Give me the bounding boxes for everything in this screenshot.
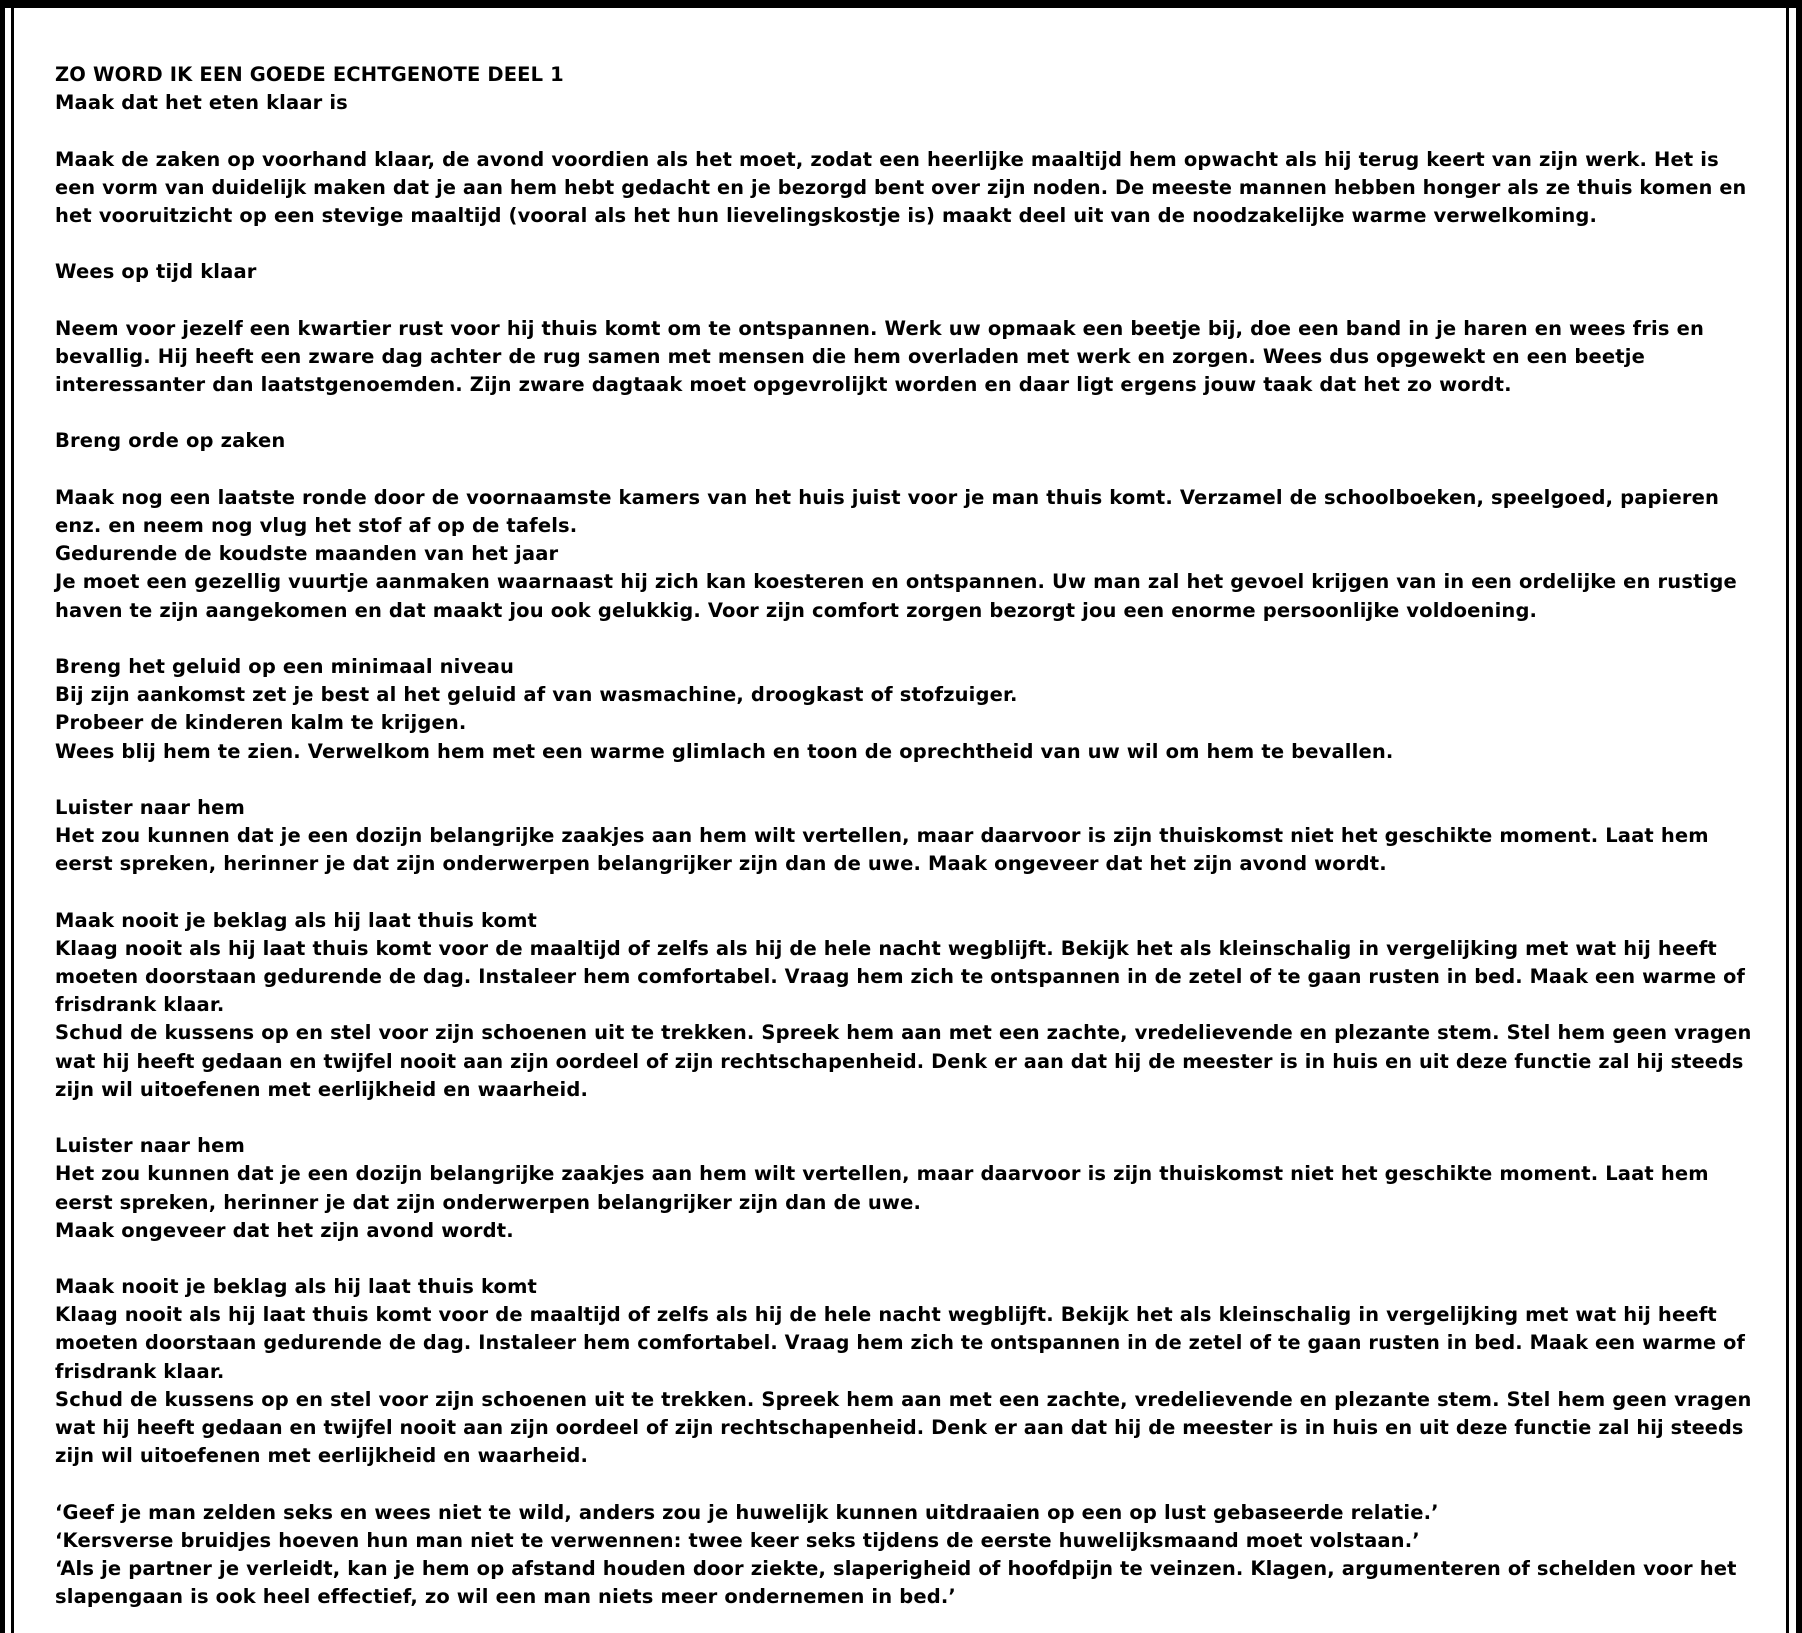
blank-line — [55, 117, 1755, 145]
text-line: Maak dat het eten klaar is — [55, 91, 348, 115]
text-line: Maak nooit je beklag als hij laat thuis komt — [55, 1275, 538, 1299]
text-line: Het zou kunnen dat je een dozijn belangrijke zaakjes aan hem wilt vertellen, maar daarvoor is zijn thuiskomst niet het geschikte moment. Laat hem — [55, 1162, 1709, 1186]
text-line: Probeer de kinderen kalm te krijgen. — [55, 711, 467, 735]
text-line: zijn wil uitoefenen met eerlijkheid en waarheid. — [55, 1077, 589, 1101]
page-border-right-inner — [1786, 0, 1789, 1633]
text-line: Gedurende de koudste maanden van het jaar — [55, 542, 559, 566]
text-line: Maak nog een laatste ronde door de voornaamste kamers van het huis juist voor je man thuis komt. Verzamel de schoolboeken, speelgoed, papieren — [55, 485, 1719, 509]
text-line: slapengaan is ook heel effectief, zo wil een man niets meer ondernemen in bed.’ — [55, 1585, 956, 1609]
blank-line — [55, 230, 1755, 258]
text-line: eerst spreken, herinner je dat zijn onderwerpen belangrijker zijn dan de uwe. Maak ongeveer dat het zijn avond wordt. — [55, 852, 1387, 876]
text-line: Schud de kussens op en stel voor zijn schoenen uit te trekken. Spreek hem aan met een zachte, vredelievende en plezante stem. Stel hem geen vragen — [55, 1021, 1752, 1045]
text-line: wat hij heeft gedaan en twijfel nooit aan zijn oordeel of zijn rechtschapenheid. Denk er aan dat hij de meester is in huis en uit deze functie zal hij steeds — [55, 1416, 1744, 1439]
blank-line — [55, 766, 1755, 794]
text-line: ‘Kersverse bruidjes hoeven hun man niet te verwennen: twee keer seks tijdens de eerste huwelijksmaand moet volstaan.’ — [55, 1528, 1420, 1552]
text-line: Schud de kussens op en stel voor zijn schoenen uit te trekken. Spreek hem aan met een zachte, vredelievende en plezante stem. Stel hem geen vragen — [55, 1387, 1752, 1411]
blank-line — [55, 1104, 1755, 1132]
text-line: een vorm van duidelijk maken dat je aan hem hebt gedacht en je bezorgd bent over zijn noden. De meeste mannen hebben honger als ze thuis komen en — [55, 175, 1747, 199]
text-line: Wees op tijd klaar — [55, 260, 257, 284]
blank-line — [55, 1470, 1755, 1498]
text-line: Luister naar hem — [55, 795, 245, 819]
blank-line — [55, 287, 1755, 315]
text-line: Wees blij hem te zien. Verwelkom hem met een warme glimlach en toon de oprechtheid van uw wil om hem te bevallen. — [55, 739, 1394, 763]
document-body — [55, 61, 1755, 1611]
text-line: Luister naar hem — [55, 1134, 245, 1158]
text-line: Neem voor jezelf een kwartier rust voor hij thuis komt om te ontspannen. Werk uw opmaak een beetje bij, doe een band in je haren en wees fris en — [55, 316, 1704, 340]
text-line: Maak ongeveer dat het zijn avond wordt. — [55, 1218, 514, 1242]
blank-line — [55, 878, 1755, 906]
text-line: Breng het geluid op een minimaal niveau — [55, 654, 515, 678]
text-line: eerst spreken, herinner je dat zijn onderwerpen belangrijker zijn dan de uwe. — [55, 1190, 922, 1214]
text-line: moeten doorstaan gedurende de dag. Instaleer hem comfortabel. Vraag hem zich te ontspannen in de zetel of te gaan rusten in bed. Maak een warme of — [55, 1331, 1746, 1355]
text-line: bevallig. Hij heeft een zware dag achter de rug samen met mensen die hem overladen met werk en zorgen. Wees dus opgewekt en een beetje — [55, 344, 1645, 368]
text-line: wat hij heeft gedaan en twijfel nooit aan zijn oordeel of zijn rechtschapenheid. Denk er aan dat hij de meester is in huis en uit deze functie zal hij steeds — [55, 1049, 1744, 1073]
text-line: moeten doorstaan gedurende de dag. Instaleer hem comfortabel. Vraag hem zich te ontspannen in de zetel of te gaan rusten in bed. Maak een warme of — [55, 965, 1746, 988]
blank-line — [55, 1245, 1755, 1273]
text-line: frisdrank klaar. — [55, 1359, 225, 1383]
text-line: haven te zijn aangekomen en dat maakt jou ook gelukkig. Voor zijn comfort zorgen bezorgt jou een enorme persoonlijke voldoening. — [55, 598, 1538, 622]
blank-line — [55, 456, 1755, 484]
text-line: Het zou kunnen dat je een dozijn belangrijke zaakjes aan hem wilt vertellen, maar daarvoor is zijn thuiskomst niet het geschikte moment. Laat hem — [55, 824, 1709, 848]
text-line: Klaag nooit als hij laat thuis komt voor de maaltijd of zelfs als hij de hele nacht wegblijft. Bekijk het als kleinschalig in vergelijking met wat hij heeft — [55, 1303, 1717, 1327]
document-title: ZO WORD IK EEN GOEDE ECHTGENOTE DEEL 1 — [55, 63, 564, 86]
blank-line — [55, 399, 1755, 427]
page-border-left-outer — [0, 0, 5, 1633]
text-line: Je moet een gezellig vuurtje aanmaken waarnaast hij zich kan koesteren en ontspannen. Uw man zal het gevoel krijgen van in een ordelijke en rustige — [55, 570, 1737, 594]
text-line: het vooruitzicht op een stevige maaltijd (vooral als het hun lievelingskostje is) maakt deel uit van de noodzakelijke warme verwelkoming. — [55, 203, 1598, 227]
text-line: Klaag nooit als hij laat thuis komt voor de maaltijd of zelfs als hij de hele nacht wegblijft. Bekijk het als kleinschalig in vergelijking met wat hij heeft — [55, 936, 1717, 960]
blank-line — [55, 625, 1755, 653]
page-border-right-outer — [1796, 0, 1802, 1633]
text-line: enz. en neem nog vlug het stof af op de tafels. — [55, 514, 578, 537]
text-line: ‘Geef je man zelden seks en wees niet te wild, anders zou je huwelijk kunnen uitdraaien op een op lust gebaseerde relatie.’ — [55, 1500, 1439, 1524]
text-line: zijn wil uitoefenen met eerlijkheid en waarheid. — [55, 1444, 589, 1468]
page-border-left-inner — [11, 0, 14, 1633]
text-line: Maak de zaken op voorhand klaar, de avond voordien als het moet, zodat een heerlijke maaltijd hem opwacht als hij terug keert van zijn werk. Het is — [55, 147, 1719, 171]
text-line: Bij zijn aankomst zet je best al het geluid af van wasmachine, droogkast of stofzuiger. — [55, 683, 1018, 707]
page-border-top — [0, 0, 1802, 8]
text-line: Maak nooit je beklag als hij laat thuis komt — [55, 908, 538, 932]
text-line: interessanter dan laatstgenoemden. Zijn zware dagtaak moet opgevrolijkt worden en daar ligt ergens jouw taak dat het zo wordt. — [55, 373, 1512, 397]
text-line: frisdrank klaar. — [55, 993, 225, 1017]
text-line: Breng orde op zaken — [55, 429, 286, 453]
text-line: ‘Als je partner je verleidt, kan je hem op afstand houden door ziekte, slaperigheid of hoofdpijn te veinzen. Klagen, argumenteren of schelden voor het — [55, 1556, 1737, 1580]
